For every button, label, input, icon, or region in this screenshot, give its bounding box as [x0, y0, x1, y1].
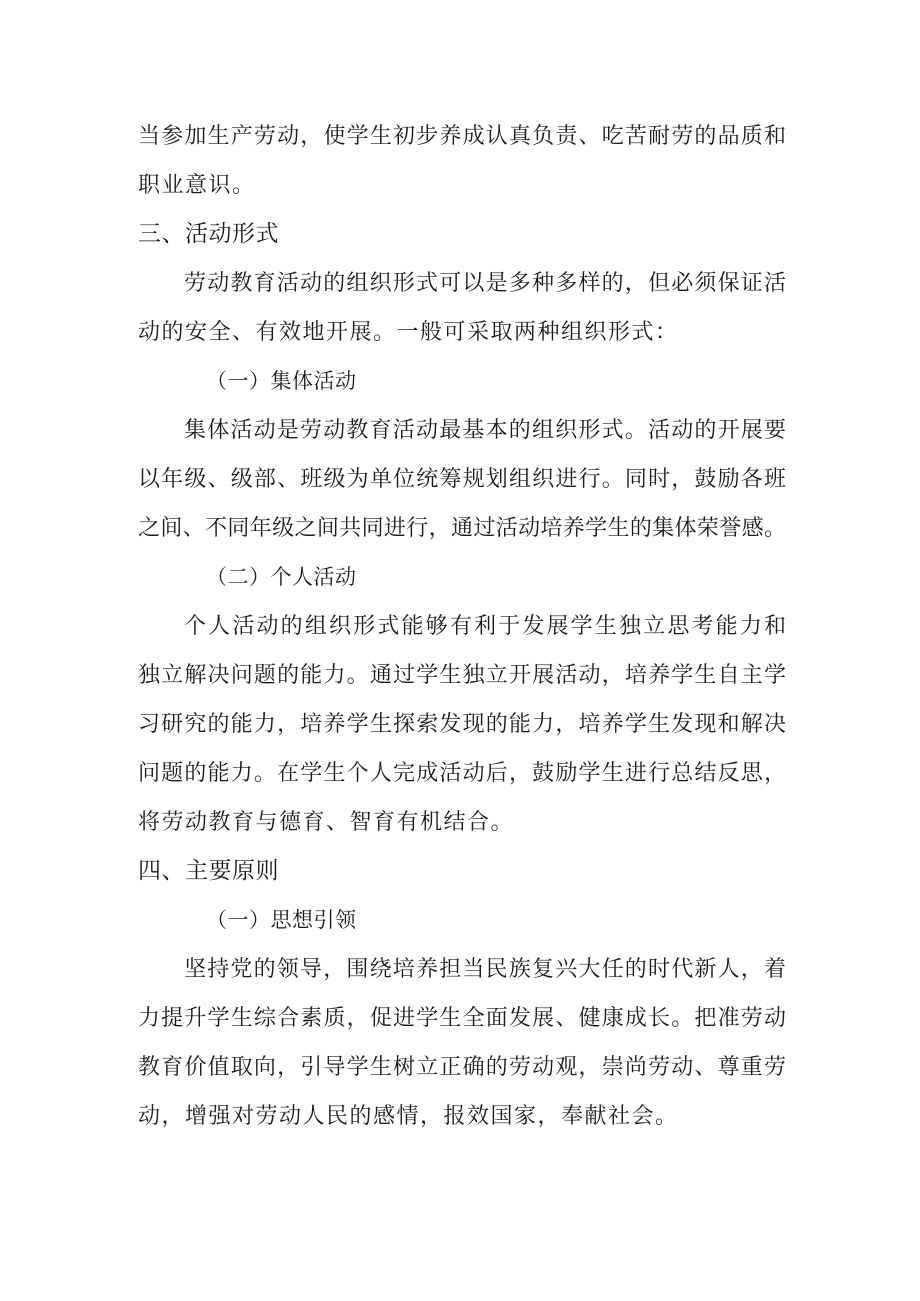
- paragraph-line: 力提升学生综合素质，促进学生全面发展、健康成长。把准劳动: [138, 1006, 786, 1031]
- paragraph-line: 当参加生产劳动，使学生初步养成认真负责、吃苦耐劳的品质和: [138, 124, 786, 149]
- paragraph-line: 之间、不同年级之间共同进行，通过活动培养学生的集体荣誉感。: [138, 516, 786, 541]
- section-heading-4: 四、主要原则: [138, 858, 279, 884]
- paragraph-line: 动的安全、有效地开展。一般可采取两种组织形式：: [138, 320, 679, 345]
- subsection-heading: （二）个人活动: [206, 565, 357, 589]
- subsection-heading: （一）思想引领: [206, 908, 357, 932]
- paragraph-line: 习研究的能力，培养学生探索发现的能力，培养学生发现和解决: [138, 712, 786, 737]
- document-body: [138, 112, 786, 1141]
- subsection-heading: （一）集体活动: [206, 369, 357, 393]
- paragraph-line: 个人活动的组织形式能够有利于发展学生独立思考能力和: [184, 614, 786, 639]
- paragraph-line: 教育价值取向，引导学生树立正确的劳动观，崇尚劳动、尊重劳: [138, 1055, 786, 1080]
- paragraph-line: 动，增强对劳动人民的感情，报效国家，奉献社会。: [138, 1104, 679, 1129]
- paragraph-line: 坚持党的领导，围绕培养担当民族复兴大任的时代新人，着: [184, 957, 786, 982]
- paragraph-line: 劳动教育活动的组织形式可以是多种多样的，但必须保证活: [184, 271, 786, 296]
- paragraph-line: 以年级、级部、班级为单位统筹规划组织进行。同时，鼓励各班: [138, 467, 786, 492]
- paragraph-line: 将劳动教育与德育、智育有机结合。: [138, 810, 515, 835]
- section-heading-3: 三、活动形式: [138, 221, 279, 247]
- paragraph-line: 职业意识。: [138, 173, 256, 198]
- paragraph-line: 问题的能力。在学生个人完成活动后，鼓励学生进行总结反思，: [138, 761, 786, 786]
- paragraph-line: 集体活动是劳动教育活动最基本的组织形式。活动的开展要: [184, 418, 786, 443]
- paragraph-line: 独立解决问题的能力。通过学生独立开展活动，培养学生自主学: [138, 663, 786, 688]
